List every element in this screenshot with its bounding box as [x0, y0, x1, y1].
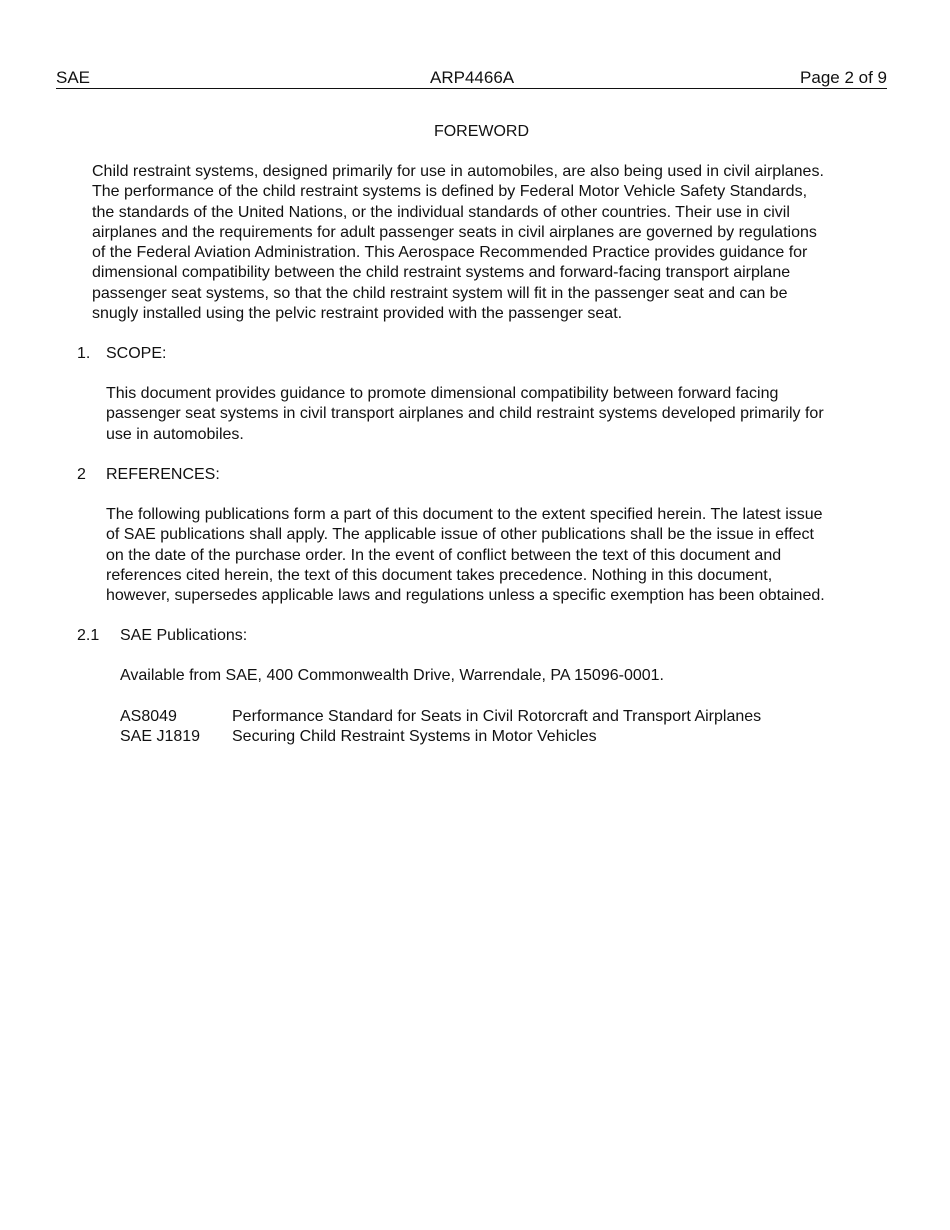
foreword-paragraph — [92, 162, 824, 324]
header-doc-number: ARP4466A — [430, 68, 515, 87]
foreword-line: airplanes and the requirements for adult passenger seats in civil airplanes are governed by regulations — [92, 223, 817, 241]
references-section-title: REFERENCES: — [106, 466, 220, 483]
references-line: on the date of the purchase order. In the event of conflict between the text of this document and — [106, 546, 782, 564]
availability-line: Available from SAE, 400 Commonwealth Drive, Warrendale, PA 15096-0001. — [120, 667, 664, 684]
foreword-line: passenger seat systems, so that the child restraint system will fit in the passenger seat and can be — [92, 284, 788, 302]
references-section-number: 2 — [77, 466, 86, 483]
foreword-line: The performance of the child restraint systems is defined by Federal Motor Vehicle Safety Standards, — [92, 183, 808, 201]
foreword-line: of the Federal Aviation Administration. This Aerospace Recommended Practice provides guidance for — [92, 244, 808, 262]
header-page-number: Page 2 of 9 — [800, 68, 887, 87]
references-line: of SAE publications shall apply. The applicable issue of other publications shall be the issue in effect — [106, 526, 814, 544]
sae-availability-text — [120, 666, 664, 686]
foreword-line: Child restraint systems, designed primarily for use in automobiles, are also being used in civil airplanes. — [92, 163, 824, 180]
references-paragraph — [106, 505, 825, 606]
scope-line: passenger seat systems in civil transport airplanes and child restraint systems developed primarily for — [106, 405, 824, 423]
publication-code: SAE J1819 — [120, 728, 201, 745]
foreword-line: dimensional compatibility between the child restraint systems and forward-facing transport airplane — [92, 264, 791, 282]
references-line: The following publications form a part of this document to the extent specified herein. The latest issue — [106, 506, 823, 523]
scope-section-title: SCOPE: — [106, 345, 167, 362]
foreword-line: snugly installed using the pelvic restraint provided with the passenger seat. — [92, 305, 623, 323]
publication-description: Securing Child Restraint Systems in Motor Vehicles — [232, 728, 597, 745]
scope-line: use in automobiles. — [106, 425, 244, 443]
sae-publications-title: SAE Publications: — [120, 627, 248, 644]
publication-description: Performance Standard for Seats in Civil Rotorcraft and Transport Airplanes — [232, 708, 762, 725]
header-org: SAE — [56, 68, 91, 87]
references-line: references cited herein, the text of this document takes precedence. Nothing in this document, — [106, 566, 773, 584]
references-line: however, supersedes applicable laws and regulations unless a specific exemption has been obtained. — [106, 587, 825, 605]
scope-line: This document provides guidance to promote dimensional compatibility between forward facing — [106, 385, 779, 402]
foreword-line: the standards of the United Nations, or the individual standards of other countries. Their use in civil — [92, 203, 790, 221]
publication-code: AS8049 — [120, 708, 177, 725]
scope-paragraph — [106, 384, 824, 445]
sae-publications-number: 2.1 — [77, 627, 100, 644]
foreword-title: FOREWORD — [433, 123, 530, 140]
scope-section-number: 1. — [77, 345, 91, 362]
page-header — [56, 68, 887, 89]
